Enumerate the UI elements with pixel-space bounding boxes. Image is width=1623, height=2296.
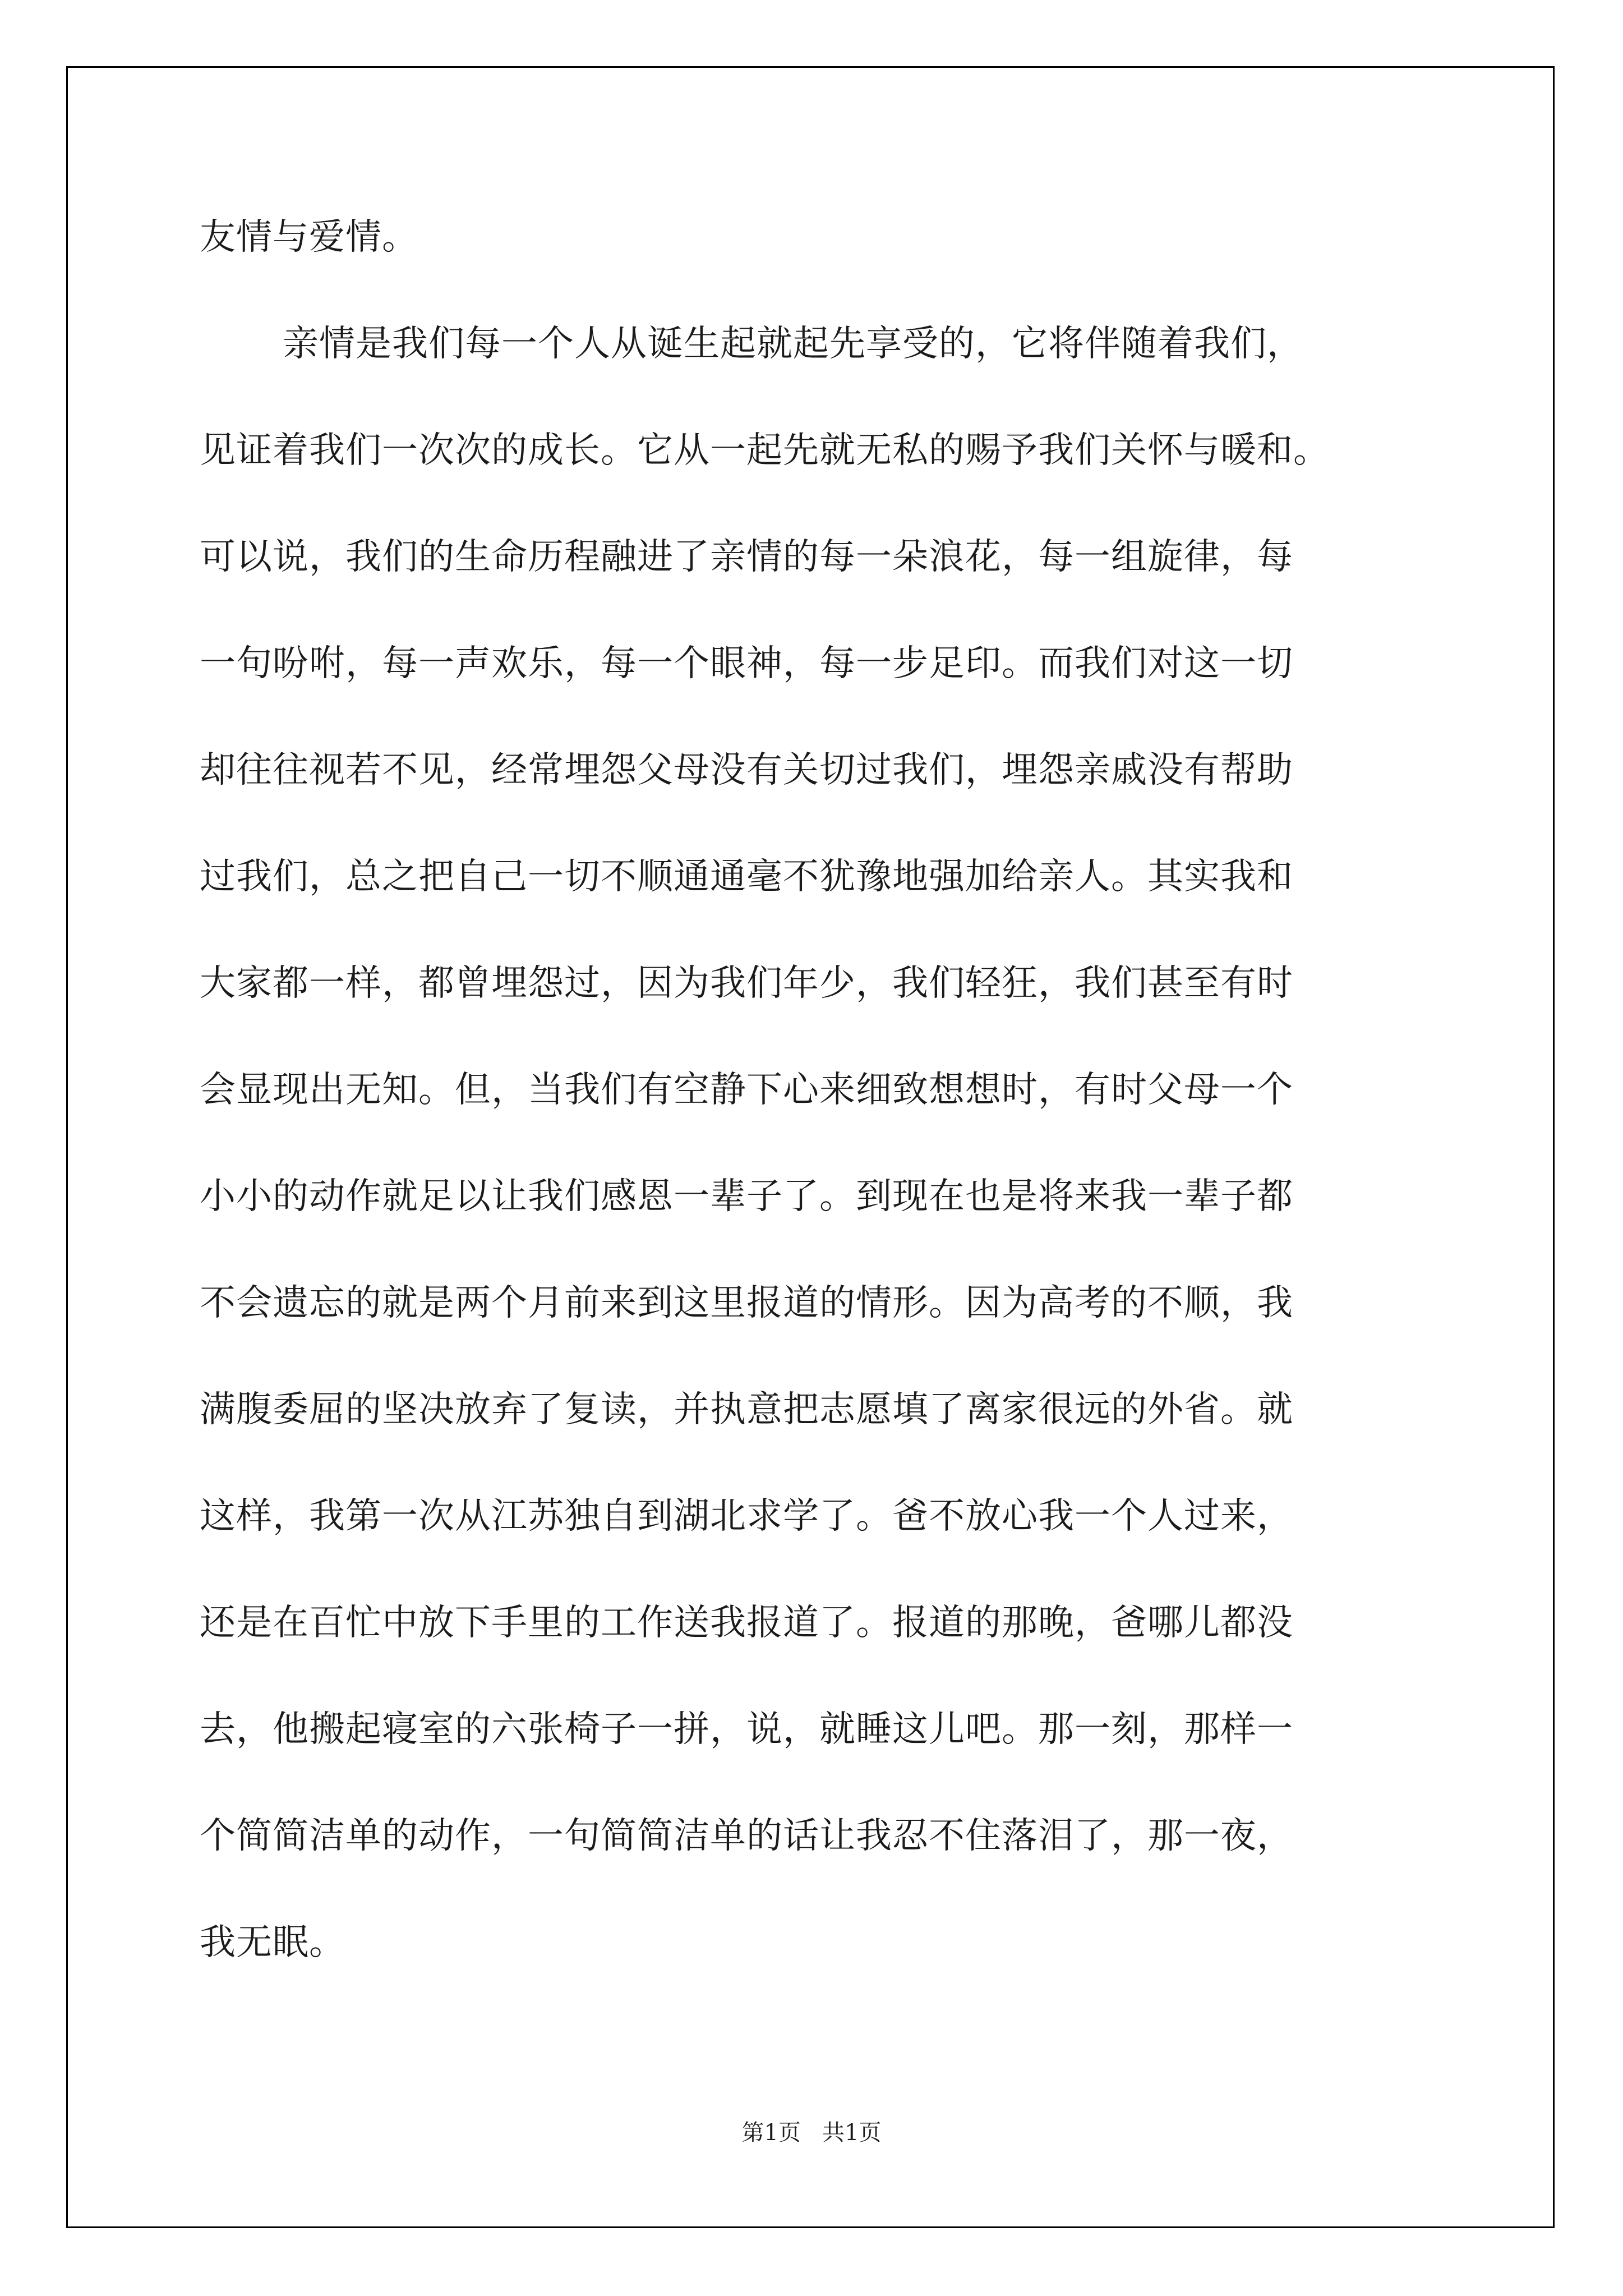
text-line: 友情与爱情。: [200, 217, 418, 258]
text-line: 小小的动作就足以让我们感恩一辈子了。到现在也是将来我一辈子都: [200, 1176, 1293, 1217]
page-footer: [0, 2115, 1623, 2147]
text-line: 去，他搬起寝室的六张椅子一拼，说，就睡这儿吧。那一刻，那样一: [200, 1709, 1293, 1750]
text-line: 一句吩咐，每一声欢乐，每一个眼神，每一步足印。而我们对这一切: [200, 643, 1293, 684]
document-body: [200, 219, 1490, 2031]
text-line: 这样，我第一次从江苏独自到湖北求学了。爸不放心我一个人过来，: [200, 1496, 1293, 1537]
text-line: 却往往视若不见，经常埋怨父母没有关切过我们，埋怨亲戚没有帮助: [200, 749, 1293, 791]
page-number: 第1页 共1页: [741, 2120, 882, 2146]
text-line: 过我们，总之把自己一切不顺通通毫不犹豫地强加给亲人。其实我和: [200, 856, 1293, 898]
text-line: 见证着我们一次次的成长。它从一起先就无私的赐予我们关怀与暖和。: [200, 430, 1330, 471]
text-line-paragraph-start: 亲情是我们每一个人从诞生起就起先享受的，它将伴随着我们，: [283, 323, 1303, 365]
text-line: 还是在百忙中放下手里的工作送我报道了。报道的那晚，爸哪儿都没: [200, 1602, 1293, 1644]
text-line: 会显现出无知。但，当我们有空静下心来细致想想时，有时父母一个: [200, 1069, 1293, 1111]
text-line: 大家都一样，都曾埋怨过，因为我们年少，我们轻狂，我们甚至有时: [200, 963, 1293, 1004]
text-line: 满腹委屈的坚决放弃了复读，并执意把志愿填了离家很远的外省。就: [200, 1389, 1293, 1430]
text-line: 不会遗忘的就是两个月前来到这里报道的情形。因为高考的不顺，我: [200, 1282, 1293, 1324]
text-line: 可以说，我们的生命历程融进了亲情的每一朵浪花，每一组旋律，每: [200, 536, 1293, 578]
text-line: 个简简洁单的动作，一句简简洁单的话让我忍不住落泪了，那一夜，: [200, 1815, 1293, 1857]
text-line: 我无眠。: [200, 1922, 345, 1963]
